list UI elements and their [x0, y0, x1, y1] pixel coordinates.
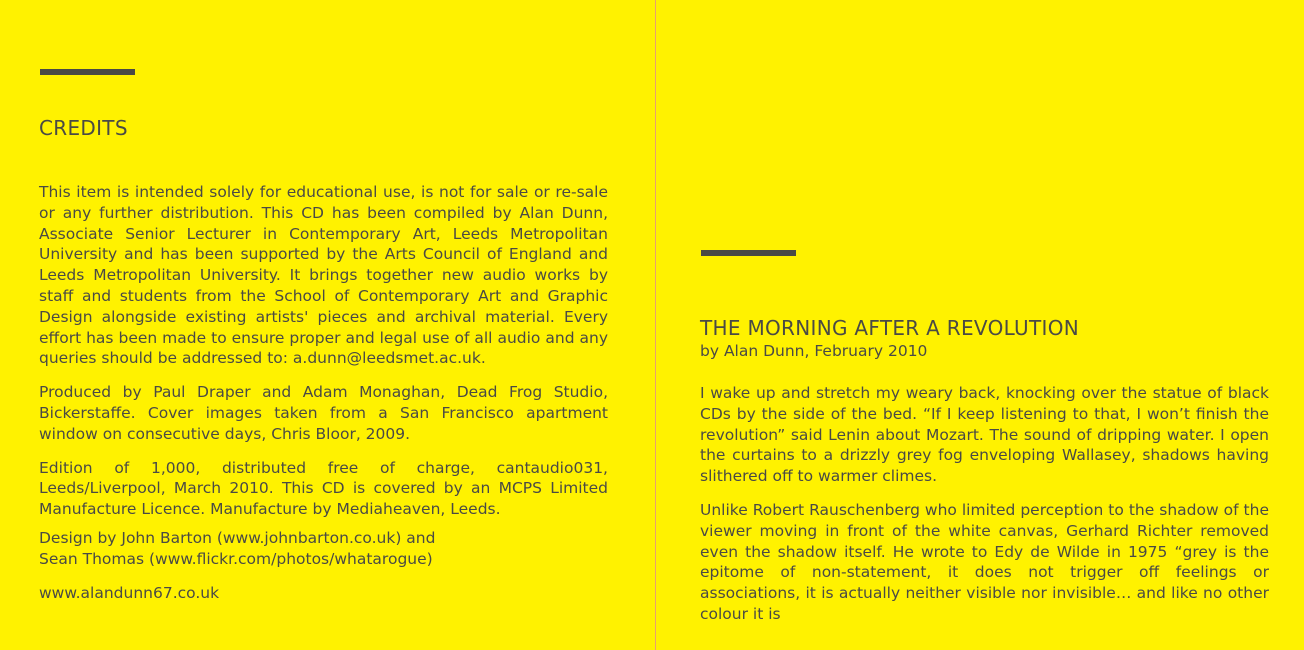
credits-paragraph: Edition of 1,000, distributed free of charge, cantaudio031, Leeds/Liverpool, March 2010. This CD is covered by an MCPS Limited Manufacture Licence. Manufacture by Mediaheaven, Leeds.: [39, 458, 608, 519]
design-line-1: Design by John Barton (www.johnbarton.co.uk) and: [39, 528, 436, 547]
credits-heading: CREDITS: [39, 116, 128, 140]
heading-rule: [701, 250, 796, 256]
right-page: [656, 0, 1304, 650]
credits-paragraph: This item is intended solely for educational use, is not for sale or re-sale or any further distribution. This CD has been compiled by Alan Dunn, Associate Senior Lecturer in Contemporary Art, Leeds Metropolitan University and has been supported by the Arts Council of England and Leeds Metropolitan University. It brings together new audio works by staff and students from the School of Contemporary Art and Graphic Design alongside existing artists' pieces and archival material. Every effort has been made to ensure proper and legal use of all audio and any queries should be addressed to: a.dunn@leedsmet.ac.uk.: [39, 183, 608, 368]
essay-paragraph: I wake up and stretch my weary back, knocking over the statue of black CDs by the side of the bed. “If I keep listening to that, I won’t finish the revolution” said Lenin about Mozart. The sound of dripping water. I open the curtains to a drizzly grey fog enveloping Wallasey, shadows having slithered off to warmer climes.: [700, 384, 1269, 486]
essay-title: THE MORNING AFTER A REVOLUTION: [700, 316, 1080, 340]
credits-paragraph: Produced by Paul Draper and Adam Monaghan, Dead Frog Studio, Bickerstaffe. Cover images taken from a San Francisco apartment window on consecutive days, Chris Bloor, 2009.: [39, 383, 608, 443]
credits-body: [39, 182, 608, 616]
essay-body: [700, 383, 1269, 638]
heading-rule: [40, 69, 135, 75]
essay-byline: by Alan Dunn, February 2010: [700, 342, 928, 360]
design-line-2: Sean Thomas (www.flickr.com/photos/whatarogue): [39, 549, 433, 568]
essay-paragraph: Unlike Robert Rauschenberg who limited perception to the shadow of the viewer moving in front of the white canvas, Gerhard Richter removed even the shadow itself. He wrote to Edy de Wilde in 1975 “grey is the epitome of non-statement, it does not trigger off feelings or associations, it is actually neither visible nor invisible… and like no other colour it is: [700, 500, 1269, 623]
design-credit: [39, 528, 608, 570]
website-link[interactable]: www.alandunn67.co.uk: [39, 583, 220, 602]
